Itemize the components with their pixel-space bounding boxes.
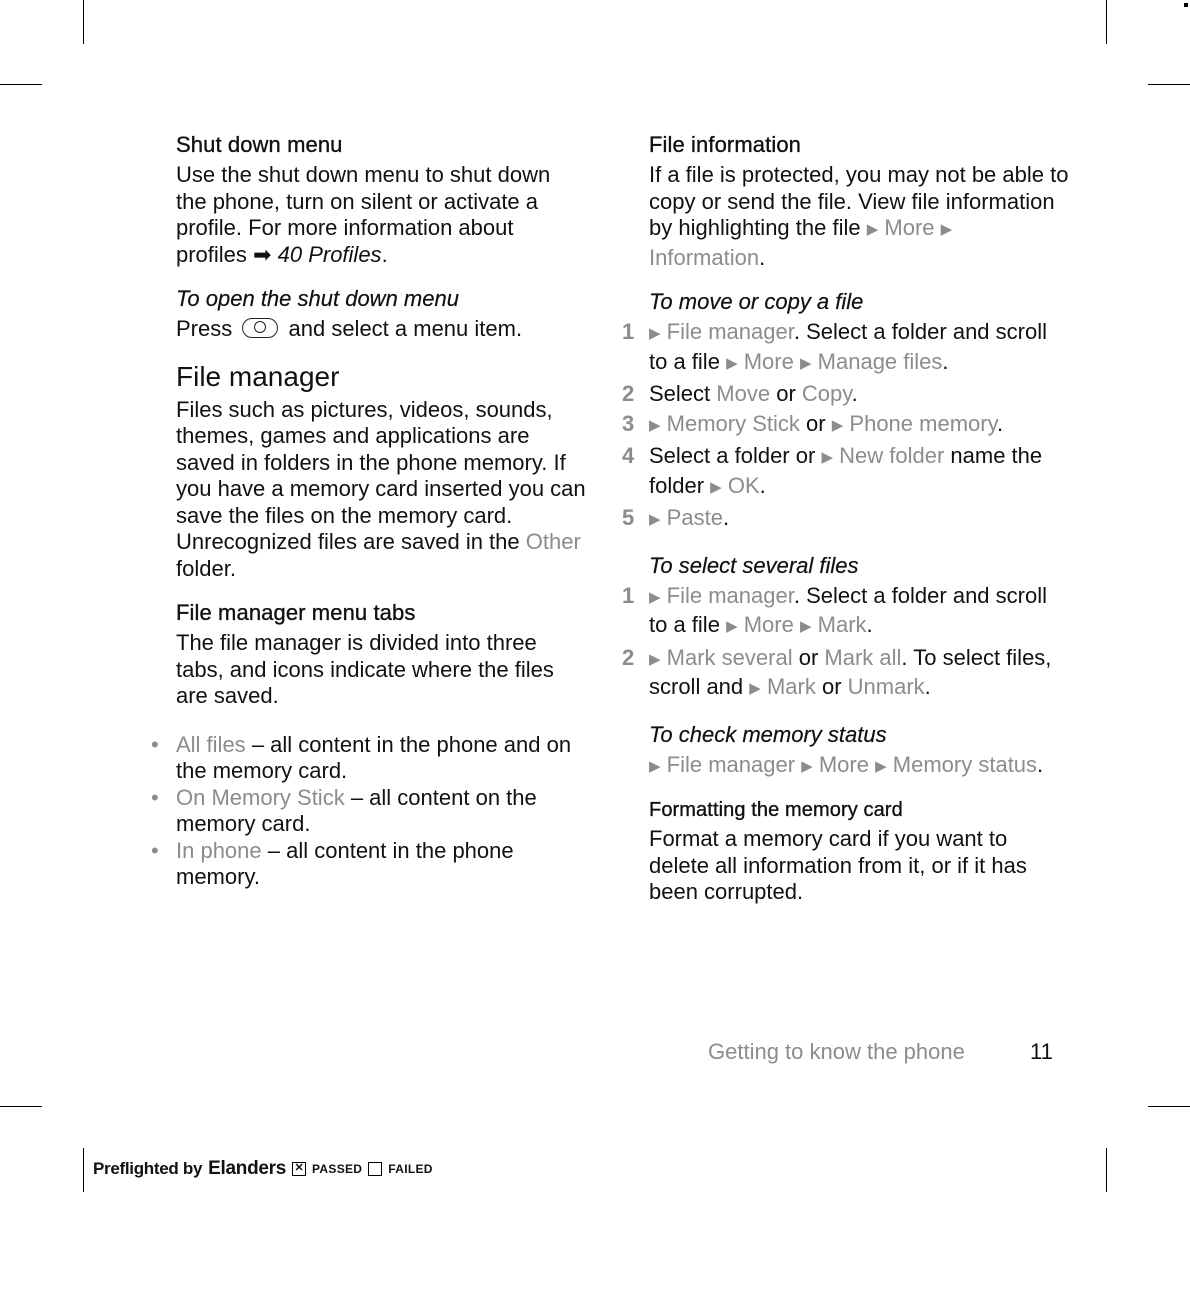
page-number: 11 (1030, 1039, 1053, 1064)
step: 2 ▶ Mark several or Mark all. To select files, scroll and ▶ Mark or Unmark. (622, 644, 1052, 699)
ref-arrow-icon: ➡ (253, 241, 272, 267)
menu-path-item: Mark (817, 612, 867, 637)
step-number: 1 (622, 582, 635, 608)
step: 3 ▶ Memory Stick or ▶ Phone memory. (622, 410, 1004, 436)
step-number: 1 (622, 319, 635, 344)
check-memory-path: ▶ File manager ▶ More ▶ Memory status. (649, 751, 1044, 777)
step: 4 Select a folder or ▶ New folder name the folder ▶ OK. (622, 443, 1043, 498)
triangle-icon: ▶ (799, 354, 812, 372)
profiles-link[interactable]: 40 Profiles (277, 241, 382, 267)
tab-term: On Memory Stick (176, 784, 345, 810)
tabs-list (151, 731, 586, 891)
format-text: Format a memory card if you want to delete all information from it, or if it has been corrupted. (649, 826, 1027, 904)
corner-dot (1184, 3, 1188, 7)
menu-path-item: Memory Stick (666, 410, 800, 436)
step-text: . Select a folder and scroll to a file (649, 582, 1047, 637)
file-manager-heading: File manager (176, 360, 340, 392)
shutdown-heading: Shut down menu (176, 132, 343, 157)
open-shutdown-text (176, 316, 586, 343)
menu-path-item: Information (649, 244, 760, 270)
folder-text: folder. (176, 555, 236, 581)
step-text: name the folder (649, 443, 1043, 498)
file-manager-paragraph (176, 397, 586, 583)
step-number: 3 (622, 410, 635, 436)
triangle-icon: ▶ (799, 618, 812, 635)
step-text: Select a folder or (649, 443, 816, 468)
shutdown-paragraph (176, 162, 586, 268)
triangle-icon: ▶ (726, 354, 738, 372)
step: 2 Select Move or Copy. (622, 381, 858, 406)
step-text: or (806, 410, 826, 436)
step-text: Select (649, 381, 711, 406)
list-item (151, 784, 586, 838)
select-menu-text: and select a menu item. (288, 316, 523, 341)
menu-path-item: Move (716, 381, 771, 406)
shutdown-text: Use the shut down menu to shut down the phone, turn on silent or activate a profile. For more information about profiles (176, 162, 551, 267)
menu-path-item: More (743, 612, 794, 637)
triangle-icon: ▶ (649, 511, 661, 528)
menu-path-item: Manage files (817, 348, 943, 374)
menu-path-item: More (884, 215, 935, 240)
checkbox-empty-icon (368, 1162, 382, 1176)
preflight-stamp (93, 1158, 433, 1180)
bullet-icon: • (151, 731, 159, 757)
check-memory-heading: To check memory status (649, 721, 887, 747)
checkbox-checked-icon: ✕ (292, 1162, 306, 1176)
triangle-icon: ▶ (821, 449, 833, 466)
triangle-icon: ▶ (710, 478, 722, 496)
menu-path-item: File manager (666, 582, 794, 608)
file-info-heading: File information (649, 132, 801, 157)
step: 5 ▶ Paste. (622, 505, 730, 530)
triangle-icon: ▶ (866, 221, 879, 238)
menu-tabs-heading: File manager menu tabs (176, 600, 416, 625)
open-shutdown-heading: To open the shut down menu (176, 286, 459, 311)
triangle-icon: ▶ (726, 618, 738, 635)
period: . (381, 241, 388, 267)
crop-mark (83, 0, 84, 44)
crop-mark (1106, 0, 1107, 44)
step-text: or (798, 644, 819, 670)
menu-path-item: Mark several (666, 644, 793, 670)
triangle-icon: ▶ (801, 757, 813, 775)
menu-path-item: File manager (666, 751, 796, 777)
section-label: Getting to know the phone (708, 1039, 965, 1064)
menu-path-item: Mark all (824, 644, 902, 670)
step-number: 4 (622, 443, 635, 468)
step-number: 2 (622, 644, 635, 670)
crop-mark (83, 1148, 84, 1192)
crop-mark (0, 84, 42, 85)
other-folder-term: Other (525, 529, 581, 554)
menu-path-item: New folder (839, 443, 945, 468)
step: 1 ▶ File manager. Select a folder and scroll to a file ▶ More ▶ Mark. (622, 582, 1047, 637)
right-column (622, 132, 1069, 906)
menu-tabs-text: The file manager is divided into three tabs, and icons indicate where the files are saved. (176, 630, 554, 708)
crop-mark (1148, 84, 1190, 85)
elanders-logo: Elanders (208, 1158, 287, 1179)
triangle-icon: ▶ (649, 325, 661, 342)
move-copy-heading: To move or copy a file (649, 289, 864, 314)
triangle-icon: ▶ (875, 757, 887, 775)
tab-term: In phone (176, 837, 262, 863)
menu-path-item: More (743, 348, 794, 374)
passed-label: PASSED (312, 1162, 363, 1176)
file-manager-text: Files such as pictures, videos, sounds, themes, games and applications are saved in folders in the phone memory. If you have a memory card inserted you can save the files on the memory card. Unrecognized files are saved in the (176, 396, 586, 554)
format-heading: Formatting the memory card (649, 799, 903, 821)
triangle-icon: ▶ (649, 757, 661, 775)
menu-path-item: Paste (666, 505, 723, 530)
left-column (151, 132, 586, 891)
step-text: . To select files, scroll and (649, 644, 1052, 699)
step-number: 5 (622, 505, 635, 530)
menu-path-item: Memory status (892, 751, 1038, 777)
bullet-icon: • (151, 837, 159, 863)
list-item (151, 731, 586, 785)
menu-path-item: File manager (666, 319, 794, 344)
crop-mark (1148, 1106, 1190, 1107)
step: 1 ▶ File manager. Select a folder and scroll to a file ▶ More ▶ Manage files. (622, 319, 1047, 374)
triangle-icon: ▶ (831, 416, 844, 434)
triangle-icon: ▶ (649, 588, 661, 606)
select-several-heading: To select several files (649, 552, 859, 578)
triangle-icon: ▶ (749, 680, 761, 697)
menu-path-item: Copy (801, 381, 852, 406)
tab-desc: – all content on the memory card. (176, 784, 537, 836)
file-info-text: If a file is protected, you may not be able to copy or send the file. View file information by highlighting the file (649, 162, 1069, 240)
preflight-label: Preflighted by (93, 1159, 203, 1178)
file-info-paragraph: If a file is protected, you may not be able to copy or send the file. View file information by highlighting the file ▶ More ▶ Information. (649, 162, 1069, 270)
triangle-icon: ▶ (649, 650, 661, 668)
step-text: or (821, 674, 842, 699)
failed-label: FAILED (388, 1162, 433, 1176)
crop-mark (0, 1106, 42, 1107)
tab-term: All files (176, 731, 246, 757)
list-item (151, 837, 586, 891)
menu-path-item: Mark (766, 674, 816, 699)
step-number: 2 (622, 381, 635, 406)
crop-mark (1106, 1148, 1107, 1192)
triangle-icon: ▶ (940, 221, 953, 238)
step-text: . Select a folder and scroll to a file (649, 319, 1047, 374)
press-text: Press (176, 316, 233, 341)
menu-path-item: Unmark (847, 674, 925, 699)
menu-path-item: More (818, 751, 869, 777)
triangle-icon: ▶ (649, 416, 661, 434)
step-text: or (776, 381, 796, 406)
bullet-icon: • (151, 784, 159, 810)
menu-path-item: OK (727, 472, 760, 498)
end-key-icon (242, 318, 278, 338)
tab-desc: – all content in the phone memory. (176, 837, 514, 889)
menu-path-item: Phone memory (849, 410, 997, 436)
tab-desc: – all content in the phone and on the memory card. (176, 731, 572, 783)
